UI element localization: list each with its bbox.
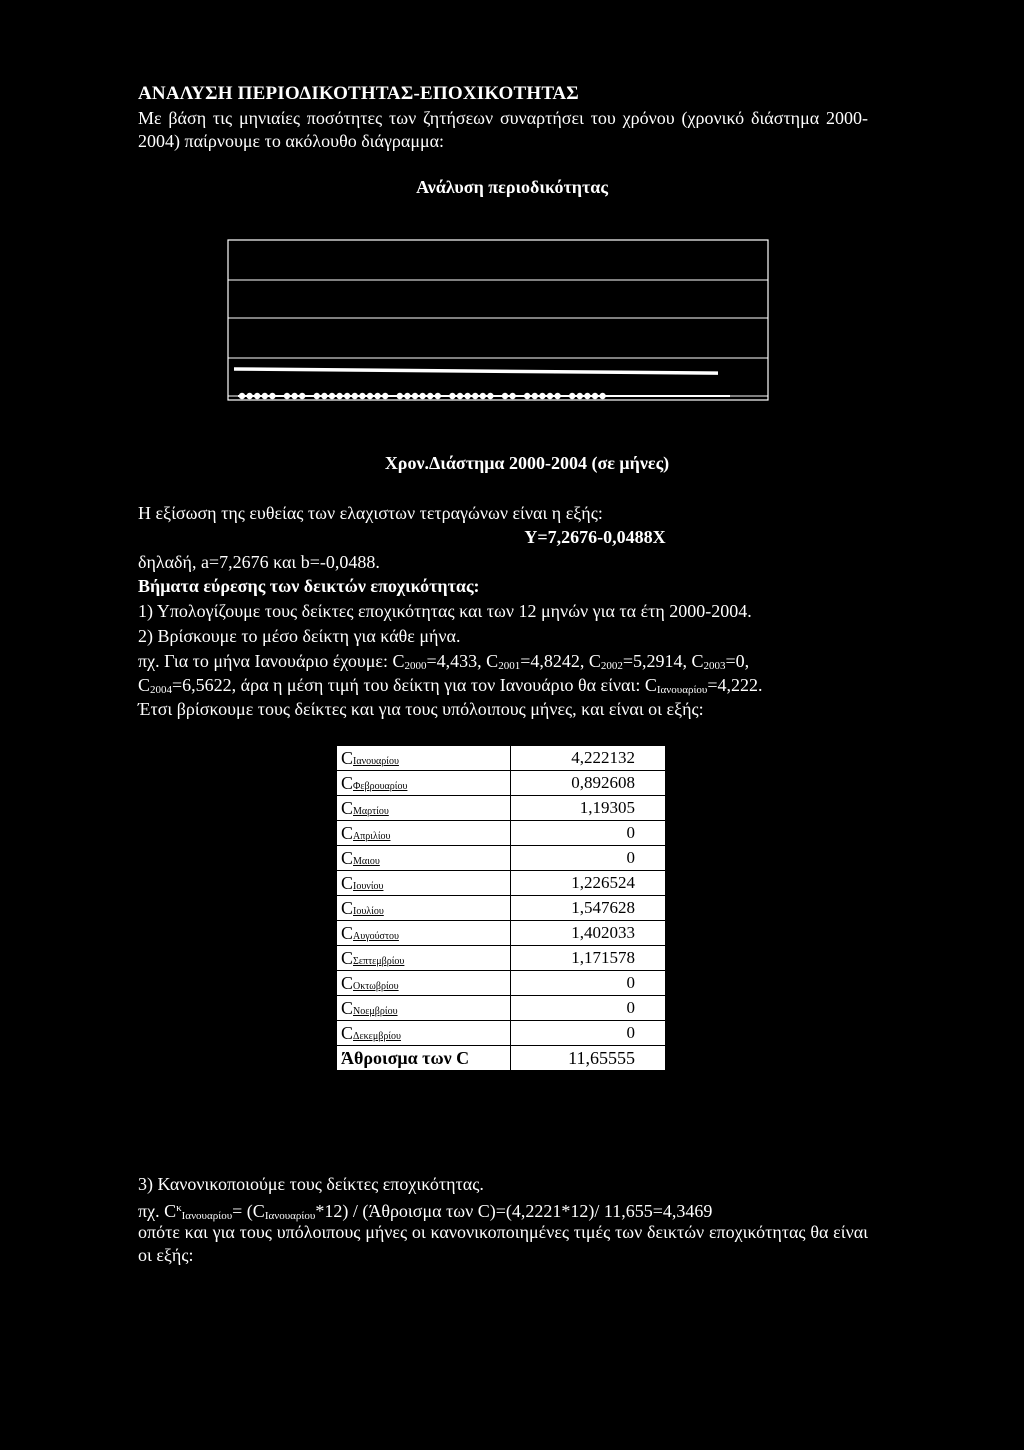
step-3: 3) Κανονικοποιούμε τους δείκτες εποχικότητας. <box>138 1174 484 1194</box>
index-value: 0,892608 <box>511 771 666 796</box>
data-point <box>569 393 575 399</box>
index-value: 0 <box>511 846 666 871</box>
index-value: 1,171578 <box>511 946 666 971</box>
data-point <box>457 393 463 399</box>
index-label: CΟκτωβρίου <box>337 971 511 996</box>
data-point <box>427 393 433 399</box>
table-row <box>337 746 666 771</box>
example-january-line-2: $C_{2004}=6,5622$, άρα η μέση τιμή του δείκτη για τον Ιανουάριο θα είναι: $C_{I\alpha\nu o\upsilon\alpha\rho ίo\upsilon}=4,222$. <box>138 675 763 696</box>
step-2: 2) Βρίσκουμε το μέσο δείκτη για κάθε μήνα. <box>138 626 461 646</box>
total-label: Άθροισμα των C <box>337 1046 511 1071</box>
example-january-line-1: πχ. Για το μήνα Ιανουάριο έχουμε: $C_{2000}=4,433$, $C_{2001}=4,8242$, $C_{2002}=5,2914$, $C_{2003}=0$, <box>138 651 750 672</box>
table-row <box>337 846 666 871</box>
data-point <box>584 393 590 399</box>
table-row <box>337 971 666 996</box>
equation-formula: Y=7,2676-0,0488X <box>524 527 666 547</box>
example-normalization: πχ. $C^\kappa_{I\alpha\nu o\upsilon\alpha\rho ίo\upsilon}= (C_{I\alpha\nu o\upsilon\alpha\rho ίo\upsilon}*12) / (Ά\theta\rho o\iota\sigma\mu\alpha$ των C)=(4,2221*12)/ 11,655=4,3469 <box>138 1201 713 1222</box>
normalization-conclusion: οπότε και για τους υπόλοιπους μήνες οι κανονικοποιημένες τιμές των δεικτών εποχικότητας θα είναι οι εξής: <box>138 1222 868 1265</box>
total-value: 11,65555 <box>511 1046 666 1071</box>
data-point <box>299 393 305 399</box>
chart-x-axis-label: Χρον.Διάστημα 2000-2004 (σε μήνες) <box>384 453 670 473</box>
data-point <box>321 393 327 399</box>
data-point <box>577 393 583 399</box>
data-point <box>336 393 342 399</box>
chart-title: Ανάλυση περιοδικότητας <box>416 177 608 197</box>
data-point <box>329 393 335 399</box>
data-point <box>547 393 553 399</box>
plot-frame <box>228 240 768 400</box>
data-point <box>524 393 530 399</box>
table-row <box>337 821 666 846</box>
table-total-row <box>337 1046 666 1071</box>
table-row <box>337 921 666 946</box>
index-value: 0 <box>511 821 666 846</box>
index-label: CΙανουαρίου <box>337 746 511 771</box>
data-point <box>592 393 598 399</box>
section-heading: ΑΝΑΛΥΣΗ ΠΕΡΙΟΔΙΚΟΤΗΤΑΣ-ΕΠΟΧΙΚΟΤΗΤΑΣ <box>138 83 579 104</box>
intro-paragraph: Με βάση τις μηνιαίες ποσότητες των ζητήσεων συναρτήσει του χρόνου (χρονικό διάστημα 2000-2004) παίρνουμε το ακόλουθο διάγραμμα: <box>138 108 868 151</box>
data-point <box>262 393 268 399</box>
data-point <box>487 393 493 399</box>
index-value: 1,402033 <box>511 921 666 946</box>
index-label: CΙουλίου <box>337 896 511 921</box>
index-value: 0 <box>511 996 666 1021</box>
index-value: 0 <box>511 971 666 996</box>
data-point <box>449 393 455 399</box>
index-label: CΙουνίου <box>337 871 511 896</box>
index-value: 1,547628 <box>511 896 666 921</box>
steps-title: Βήματα εύρεσης των δεικτών εποχικότητας: <box>138 576 480 596</box>
data-point <box>397 393 403 399</box>
data-point <box>284 393 290 399</box>
trend-line <box>234 369 718 373</box>
data-point <box>554 393 560 399</box>
table-row <box>337 796 666 821</box>
data-point <box>382 393 388 399</box>
index-value: 4,222132 <box>511 746 666 771</box>
data-point <box>480 393 486 399</box>
index-label: CΑπριλίου <box>337 821 511 846</box>
index-label: CΦεβρουαρίου <box>337 771 511 796</box>
data-point <box>435 393 441 399</box>
index-label: CΜαιου <box>337 846 511 871</box>
data-point <box>599 393 605 399</box>
step-1: 1) Υπολογίζουμε τους δείκτες εποχικότητας και των 12 μηνών για τα έτη 2000-2004. <box>138 601 752 621</box>
data-point <box>502 393 508 399</box>
index-value: 1,19305 <box>511 796 666 821</box>
table-row <box>337 871 666 896</box>
data-point <box>539 393 545 399</box>
data-point <box>246 393 252 399</box>
index-label: CΣεπτεμβρίου <box>337 946 511 971</box>
data-point <box>254 393 260 399</box>
table-row <box>337 996 666 1021</box>
index-label: CΝοεμβρίου <box>337 996 511 1021</box>
data-point <box>464 393 470 399</box>
index-label: CΜαρτίου <box>337 796 511 821</box>
example-conclusion: Έτσι βρίσκουμε τους δείκτες και για τους υπόλοιπους μήνες, και είναι οι εξής: <box>138 699 704 719</box>
data-point <box>412 393 418 399</box>
data-point <box>374 393 380 399</box>
data-point <box>239 393 245 399</box>
seasonal-index-table <box>336 745 666 1071</box>
data-point <box>344 393 350 399</box>
data-point <box>472 393 478 399</box>
index-value: 1,226524 <box>511 871 666 896</box>
data-point <box>269 393 275 399</box>
periodicity-chart <box>220 236 770 408</box>
index-label: CΔεκεμβρίου <box>337 1021 511 1046</box>
data-point <box>352 393 358 399</box>
table-row <box>337 946 666 971</box>
data-point <box>314 393 320 399</box>
index-label: CΑυγούστου <box>337 921 511 946</box>
data-point <box>404 393 410 399</box>
data-point <box>291 393 297 399</box>
data-point <box>359 393 365 399</box>
equation-intro: Η εξίσωση της ευθείας των ελαχιστων τετραγώνων είναι η εξής: <box>138 503 603 523</box>
data-point <box>509 393 515 399</box>
table-row <box>337 896 666 921</box>
table-row <box>337 1021 666 1046</box>
index-value: 0 <box>511 1021 666 1046</box>
table-row <box>337 771 666 796</box>
data-point <box>419 393 425 399</box>
data-point <box>367 393 373 399</box>
equation-values: δηλαδή, a=7,2676 και b=-0,0488. <box>138 552 380 572</box>
data-point <box>532 393 538 399</box>
